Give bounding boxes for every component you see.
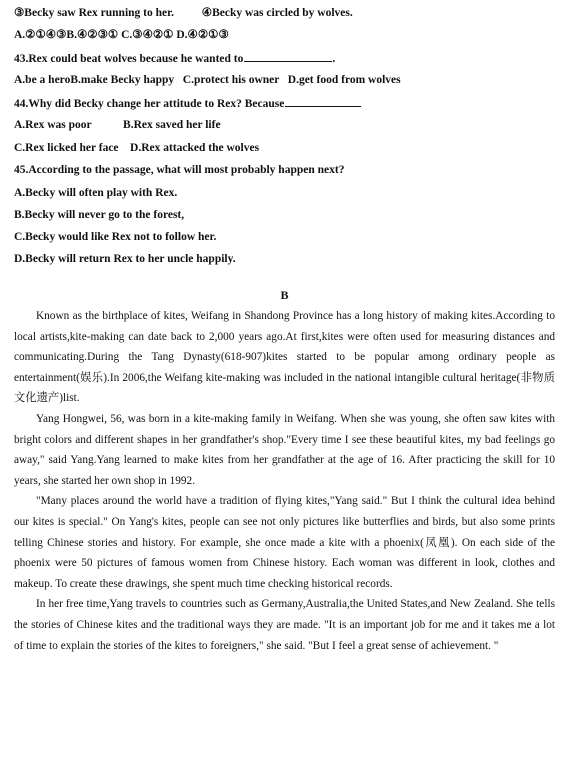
q43-options: A.be a heroB.make Becky happy C.protect his owner D.get food from wolves [14, 74, 401, 86]
q45-option-a: A.Becky will often play with Rex. [14, 187, 178, 199]
q44-options-ab: A.Rex was poor B.Rex saved her life [14, 119, 221, 131]
q43-text: 43.Rex could beat wolves because he wanted to [14, 53, 244, 65]
q45-option-c: C.Becky would like Rex not to follow her. [14, 231, 217, 243]
q45-option-b: B.Becky will never go to the forest, [14, 209, 185, 221]
passage-paragraph-3: "Many places around the world have a tradition of flying kites,"Yang said." But I think the cultural idea behind our kites is special." On Yang's kites, people can see not only pictures like butterflies and birds, but also some prints telling Chinese stories and history. For example, she once made a kite with a phoenix(凤凰). On each side of the phoenix were 50 pictures of famous women from Chinese history. Each woman was different in look, clothes and makeup. To create these drawings, she spent much time checking historical records. [14, 495, 555, 590]
q45-stem: 45.According to the passage, what will most probably happen next? [14, 164, 345, 176]
q42-answer-choices: A.②①④③B.④②③① C.③④②① D.④②①③ [14, 29, 229, 41]
q44-stem [14, 96, 555, 111]
q44-options-cd: C.Rex licked her face D.Rex attacked the wolves [14, 142, 260, 154]
q42-option-3: ③Becky saw Rex running to her. [14, 7, 175, 19]
q45-option-d: D.Becky will return Rex to her uncle happily. [14, 253, 236, 265]
q43-blank [244, 51, 332, 62]
q42-options-row [14, 6, 555, 20]
q43-stem [14, 51, 555, 66]
passage-paragraph-2: Yang Hongwei, 56, was born in a kite-making family in Weifang. When she was young, she often saw kites with bright colors and different shapes in her grandfather's shop."Every time I see these beautiful kites, my bad feelings go away," said Yang.Yang learned to make kites from her grandfather at the age of 16. After practicing the skill for 10 years, she started her own shop in 1992. [14, 412, 555, 487]
q44-text: 44.Why did Becky change her attitude to Rex? Because [14, 98, 285, 110]
section-b-heading: B [280, 288, 289, 302]
q42-option-4: ④Becky was circled by wolves. [201, 7, 353, 19]
q43-period: . [332, 53, 336, 65]
reading-passage [14, 306, 555, 656]
passage-paragraph-1: Known as the birthplace of kites, Weifang in Shandong Province has a long history of making kites.According to local artists,kite-making can date back to 2,000 years ago.At first,kites were often used for measuring distances and communicating.During the Tang Dynasty(618-907)kites started to be popular among ordinary people as entertainment(娱乐).In 2006,the Weifang kite-making was included in the national intangible cultural heritage(非物质文化遗产)list. [14, 310, 555, 405]
q44-blank [285, 96, 361, 107]
passage-paragraph-4: In her free time,Yang travels to countries such as Germany,Australia,the United States,and New Zealand. She tells the stories of Chinese kites and the traditional ways they are made. "It is an important job for me and it takes me a lot of time to explain the stories of the kites to foreigners," she said. "But I feel a great sense of achievement. " [14, 598, 555, 652]
